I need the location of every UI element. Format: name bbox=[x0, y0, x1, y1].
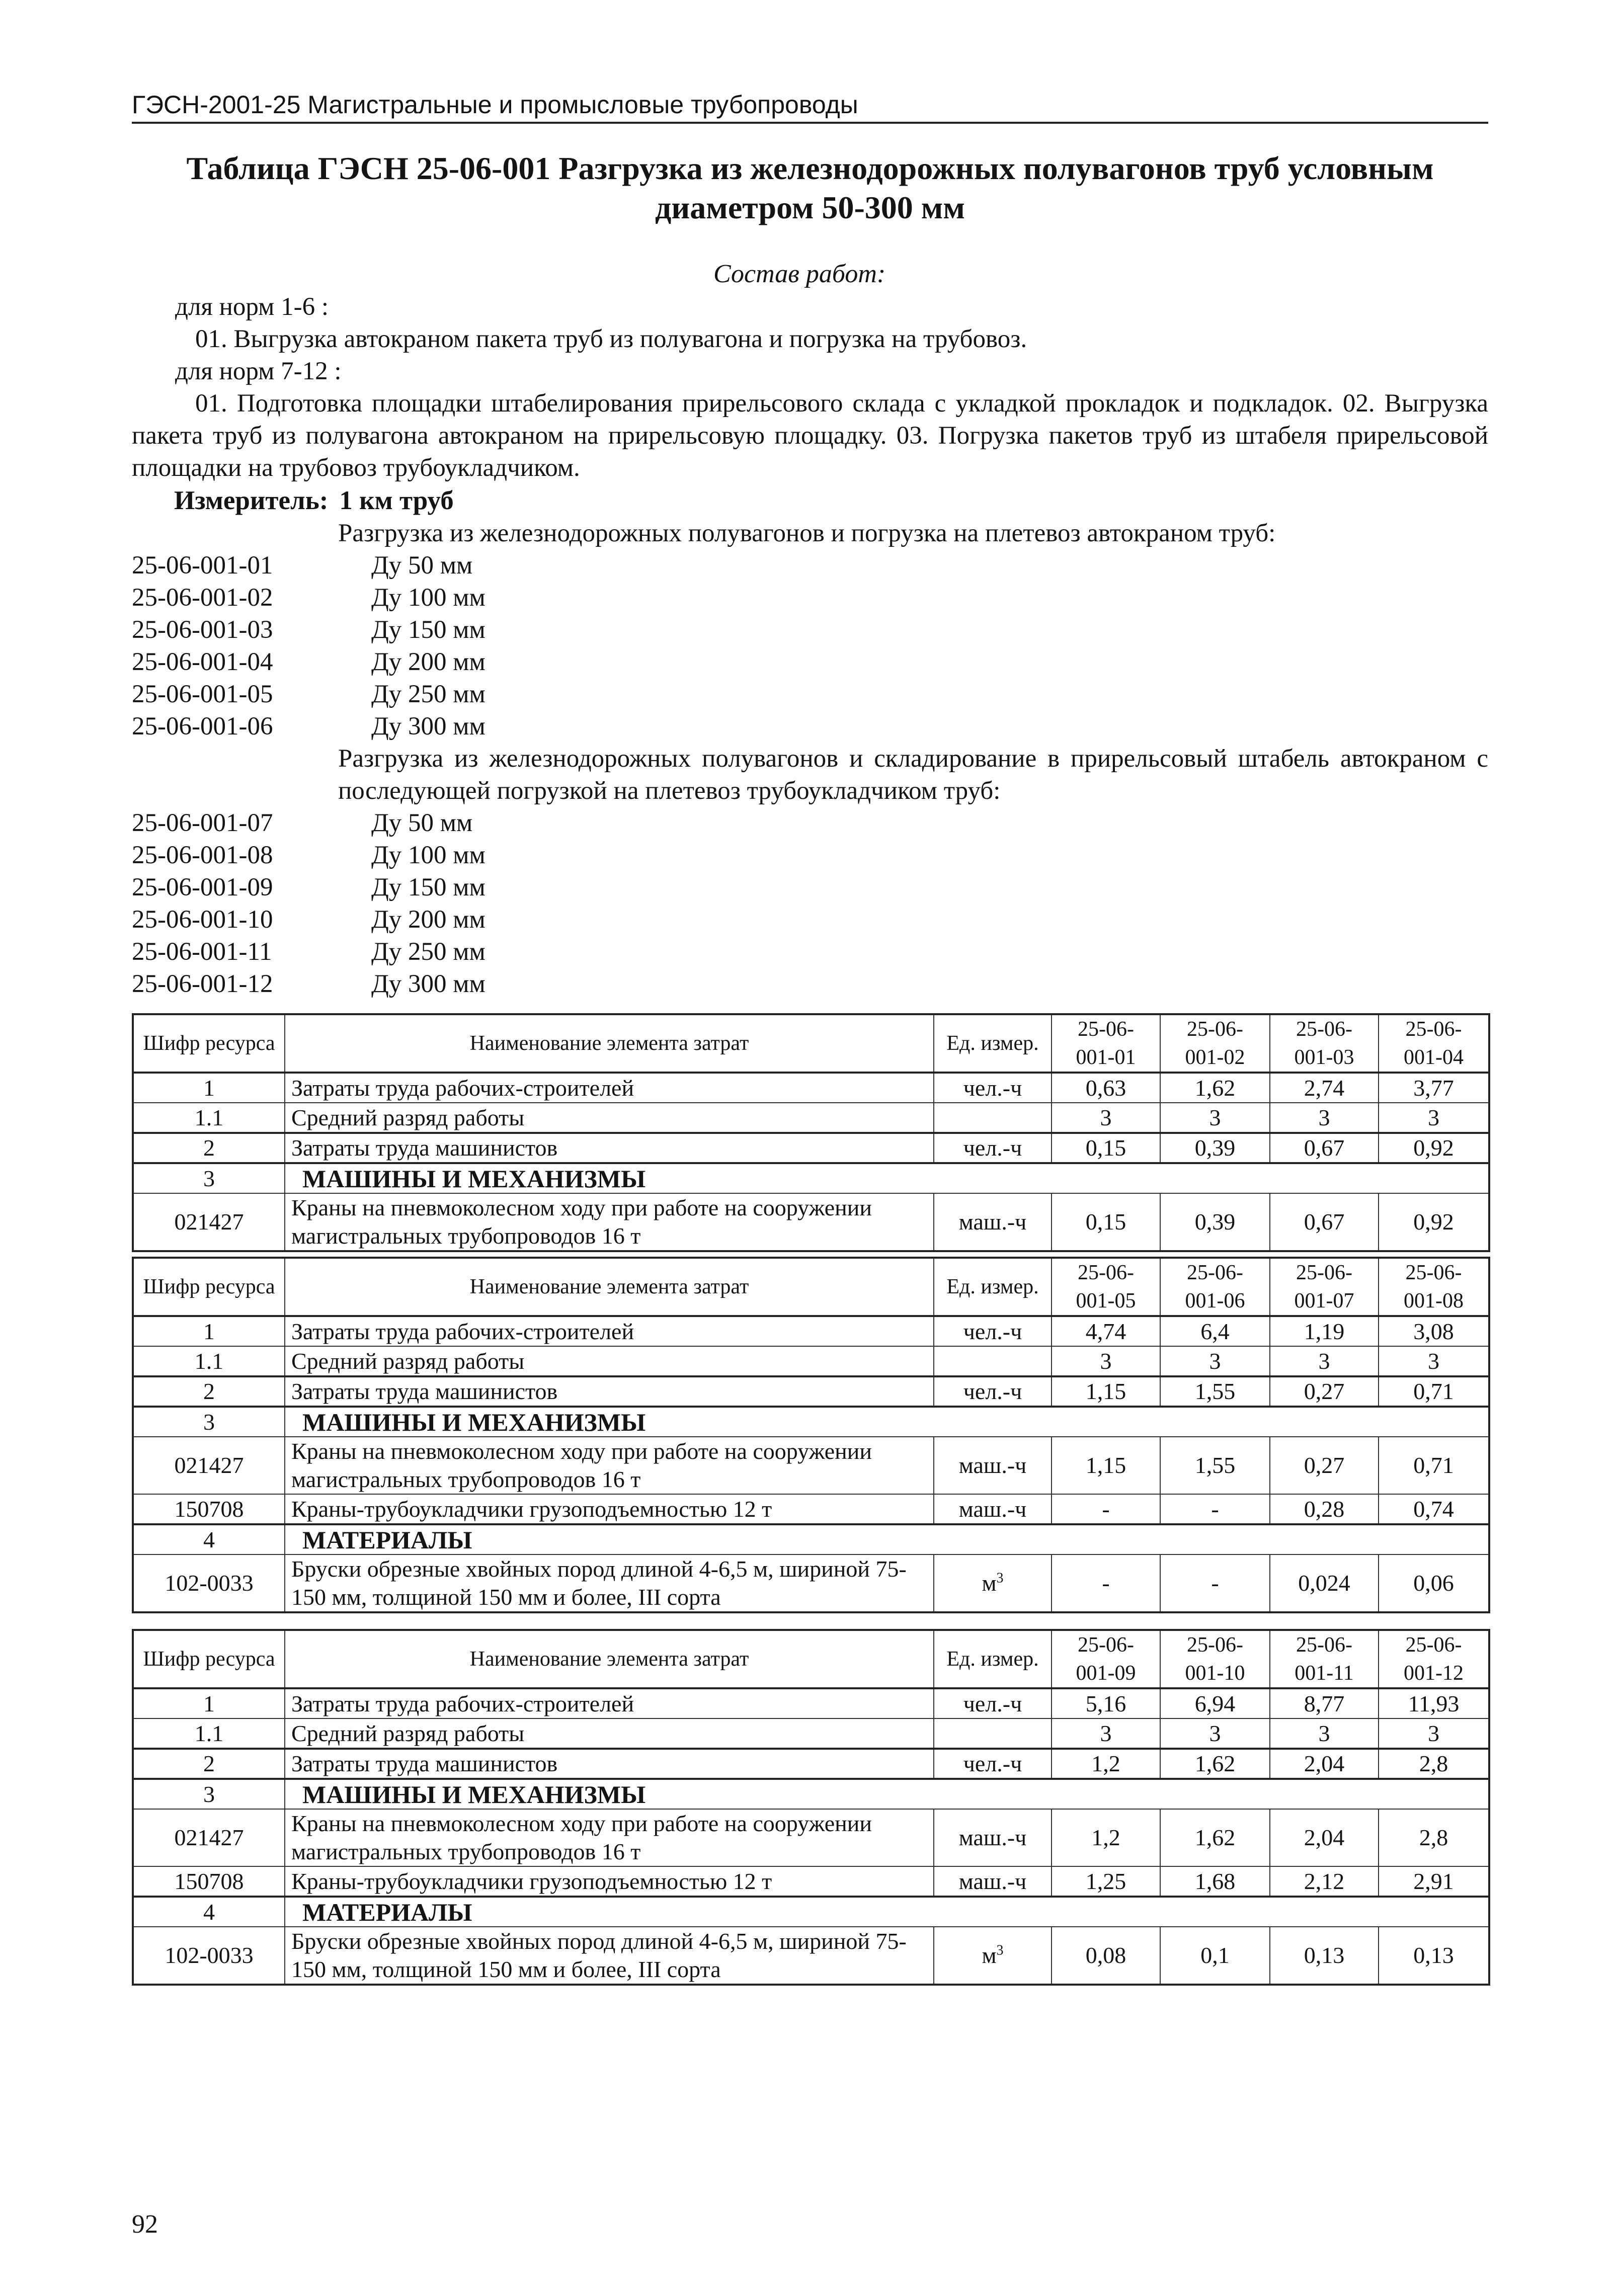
header-row bbox=[133, 1630, 1489, 1688]
norm-value: 6,4 bbox=[1160, 1316, 1270, 1346]
norm-value: 1,15 bbox=[1052, 1376, 1160, 1407]
norms-1-6-label: для норм 1-6 : bbox=[175, 293, 329, 321]
cost-element-name: Средний разряд работы bbox=[285, 1103, 934, 1133]
norm-value: 0,92 bbox=[1379, 1133, 1489, 1163]
norm-value: 1,2 bbox=[1052, 1749, 1160, 1779]
norm-value: 3 bbox=[1270, 1103, 1379, 1133]
pipe-diameter: Ду 150 мм bbox=[371, 873, 486, 901]
unit-of-measure bbox=[934, 1346, 1052, 1376]
header-element-name: Наименование элемента затрат bbox=[285, 1014, 934, 1073]
norm-value: 3 bbox=[1160, 1103, 1270, 1133]
header-norm-code: 25-06- 001-05 bbox=[1052, 1258, 1160, 1316]
norm-code-list-group-1 bbox=[132, 549, 585, 743]
unit-of-measure: маш.-ч bbox=[934, 1494, 1052, 1524]
norm-value: 0,39 bbox=[1160, 1133, 1270, 1163]
resource-code: 150708 bbox=[133, 1494, 285, 1524]
norm-value: 1,62 bbox=[1160, 1073, 1270, 1103]
header-element-name: Наименование элемента затрат bbox=[285, 1258, 934, 1316]
unit-of-measure: чел.-ч bbox=[934, 1376, 1052, 1407]
row-section-machines bbox=[133, 1779, 1489, 1809]
norm-value: 0,13 bbox=[1379, 1927, 1489, 1985]
running-header: ГЭСН-2001-25 Магистральные и промысловые трубопроводы bbox=[132, 89, 1488, 124]
norm-value: 0,28 bbox=[1270, 1494, 1379, 1524]
norm-value: 2,8 bbox=[1379, 1809, 1489, 1866]
norm-code-list-group-2-item bbox=[132, 807, 585, 839]
cost-element-name: Средний разряд работы bbox=[285, 1718, 934, 1749]
norm-value: 1,25 bbox=[1052, 1866, 1160, 1897]
norm-value: 1,62 bbox=[1160, 1749, 1270, 1779]
header-norm-code: 25-06- 001-01 bbox=[1052, 1014, 1160, 1073]
cost-element-name: Затраты труда машинистов bbox=[285, 1749, 934, 1779]
unit-of-measure: чел.-ч bbox=[934, 1316, 1052, 1346]
header-norm-code: 25-06- 001-11 bbox=[1270, 1630, 1379, 1688]
header-norm-code: 25-06- 001-07 bbox=[1270, 1258, 1379, 1316]
norm-value: 2,74 bbox=[1270, 1073, 1379, 1103]
norm-value: 3 bbox=[1379, 1346, 1489, 1376]
group-2-intro: Разгрузка из железнодорожных полувагонов и складирование в прирельсовый штабель автокраном с последующей погрузкой на плетевоз трубоукладчиком труб: bbox=[338, 745, 1488, 805]
section-title: МАШИНЫ И МЕХАНИЗМЫ bbox=[285, 1163, 1489, 1193]
norm-value: 1,2 bbox=[1052, 1809, 1160, 1866]
cost-element-name: Краны-трубоукладчики грузоподъемностью 12 т bbox=[285, 1494, 934, 1524]
row-section-machines bbox=[133, 1407, 1489, 1437]
norm-value: 3 bbox=[1379, 1103, 1489, 1133]
unit-of-measure: маш.-ч bbox=[934, 1866, 1052, 1897]
norm-value: 0,39 bbox=[1160, 1193, 1270, 1251]
unit-of-measure: чел.-ч bbox=[934, 1749, 1052, 1779]
row-average-grade bbox=[133, 1103, 1489, 1133]
norm-value: 2,12 bbox=[1270, 1866, 1379, 1897]
norm-value: 0,024 bbox=[1270, 1554, 1379, 1612]
norm-value: 3 bbox=[1160, 1718, 1270, 1749]
header-resource-code: Шифр ресурса bbox=[133, 1014, 285, 1073]
header-norm-code: 25-06- 001-12 bbox=[1379, 1630, 1489, 1688]
pipe-diameter: Ду 250 мм bbox=[371, 938, 486, 966]
header-unit: Ед. измер. bbox=[934, 1258, 1052, 1316]
resource-code: 1.1 bbox=[133, 1103, 285, 1133]
norm-value: 0,63 bbox=[1052, 1073, 1160, 1103]
cost-table-2 bbox=[132, 1257, 1490, 1613]
norm-value: 1,19 bbox=[1270, 1316, 1379, 1346]
header-norm-code: 25-06- 001-04 bbox=[1379, 1014, 1489, 1073]
norm-code: 25-06-001-07 bbox=[132, 809, 273, 837]
resource-code: 1.1 bbox=[133, 1346, 285, 1376]
meter-label: Измеритель: bbox=[174, 486, 329, 515]
norm-value: 1,15 bbox=[1052, 1437, 1160, 1494]
unit-of-measure bbox=[934, 1718, 1052, 1749]
row-labor-operators bbox=[133, 1749, 1489, 1779]
unit-of-measure: чел.-ч bbox=[934, 1073, 1052, 1103]
norm-code-list-group-2-item bbox=[132, 904, 585, 936]
norm-value: 5,16 bbox=[1052, 1688, 1160, 1718]
norm-value: 4,74 bbox=[1052, 1316, 1160, 1346]
resource-code: 021427 bbox=[133, 1809, 285, 1866]
norm-value: 0,13 bbox=[1270, 1927, 1379, 1985]
norm-value: 1,55 bbox=[1160, 1437, 1270, 1494]
header-resource-code: Шифр ресурса bbox=[133, 1258, 285, 1316]
norm-value: 8,77 bbox=[1270, 1688, 1379, 1718]
norm-code-list-group-2-item bbox=[132, 871, 585, 904]
pipe-diameter: Ду 150 мм bbox=[371, 616, 486, 644]
norm-value: 2,04 bbox=[1270, 1749, 1379, 1779]
pipe-diameter: Ду 300 мм bbox=[371, 970, 486, 998]
norm-code: 25-06-001-12 bbox=[132, 970, 273, 998]
row-crane-pneumatic bbox=[133, 1809, 1489, 1866]
norm-value: 0,71 bbox=[1379, 1437, 1489, 1494]
norm-code: 25-06-001-03 bbox=[132, 616, 273, 644]
row-labor-operators bbox=[133, 1133, 1489, 1163]
unit-of-measure bbox=[934, 1554, 1052, 1612]
work-composition-heading: Состав работ: bbox=[713, 260, 886, 288]
resource-code: 4 bbox=[133, 1524, 285, 1554]
norm-value: 0,06 bbox=[1379, 1554, 1489, 1612]
norm-code-list-group-1-item bbox=[132, 614, 585, 646]
norm-value: 0,15 bbox=[1052, 1133, 1160, 1163]
norm-code-list-group-1-item bbox=[132, 710, 585, 743]
resource-code: 2 bbox=[133, 1376, 285, 1407]
resource-code: 021427 bbox=[133, 1193, 285, 1251]
row-crane-pneumatic bbox=[133, 1437, 1489, 1494]
norm-code-list-group-1-item bbox=[132, 646, 585, 678]
cost-element-name: Краны на пневмоколесном ходу при работе на сооружении магистральных трубопроводов 16 т bbox=[285, 1193, 934, 1251]
norm-value: - bbox=[1160, 1494, 1270, 1524]
norm-value: 3 bbox=[1270, 1718, 1379, 1749]
norm-code: 25-06-001-11 bbox=[132, 938, 272, 966]
header-norm-code: 25-06- 001-09 bbox=[1052, 1630, 1160, 1688]
cost-table-1 bbox=[132, 1013, 1490, 1252]
resource-code: 021427 bbox=[133, 1437, 285, 1494]
norm-value: 2,04 bbox=[1270, 1809, 1379, 1866]
cost-element-name: Краны-трубоукладчики грузоподъемностью 12 т bbox=[285, 1866, 934, 1897]
pipe-diameter: Ду 50 мм bbox=[371, 551, 473, 580]
row-timber bbox=[133, 1927, 1489, 1985]
norm-code-list-group-1-item bbox=[132, 678, 585, 710]
norm-value: 3 bbox=[1160, 1346, 1270, 1376]
norm-value: 0,27 bbox=[1270, 1437, 1379, 1494]
norm-code-list-group-2-item bbox=[132, 936, 585, 968]
norm-value: 1,68 bbox=[1160, 1866, 1270, 1897]
cost-element-name: Бруски обрезные хвойных пород длиной 4-6,5 м, шириной 75-150 мм, толщиной 150 мм и более, III сорта bbox=[285, 1554, 934, 1612]
norm-code: 25-06-001-09 bbox=[132, 873, 273, 901]
row-labor-workers bbox=[133, 1316, 1489, 1346]
table-title bbox=[132, 149, 1488, 227]
pipe-diameter: Ду 50 мм bbox=[371, 809, 473, 837]
norm-value: 3,77 bbox=[1379, 1073, 1489, 1103]
meter-value: 1 км труб bbox=[339, 486, 454, 515]
resource-code: 2 bbox=[133, 1133, 285, 1163]
norm-value: 3 bbox=[1379, 1718, 1489, 1749]
norm-value: 0,08 bbox=[1052, 1927, 1160, 1985]
norm-value: 0,67 bbox=[1270, 1193, 1379, 1251]
row-pipelayer-crane bbox=[133, 1866, 1489, 1897]
table-title-line-2: диаметром 50-300 мм bbox=[655, 190, 965, 225]
row-average-grade bbox=[133, 1718, 1489, 1749]
header-norm-code: 25-06- 001-02 bbox=[1160, 1014, 1270, 1073]
resource-code: 1 bbox=[133, 1316, 285, 1346]
header-unit: Ед. измер. bbox=[934, 1630, 1052, 1688]
row-section-materials bbox=[133, 1897, 1489, 1927]
resource-code: 1.1 bbox=[133, 1718, 285, 1749]
norm-code: 25-06-001-01 bbox=[132, 551, 273, 580]
header-norm-code: 25-06- 001-03 bbox=[1270, 1014, 1379, 1073]
resource-code: 102-0033 bbox=[133, 1927, 285, 1985]
resource-code: 102-0033 bbox=[133, 1554, 285, 1612]
row-section-machines bbox=[133, 1163, 1489, 1193]
norm-value: - bbox=[1160, 1554, 1270, 1612]
header-norm-code: 25-06- 001-08 bbox=[1379, 1258, 1489, 1316]
page-number: 92 bbox=[132, 2210, 158, 2239]
norms-7-12-label: для норм 7-12 : bbox=[175, 357, 342, 385]
section-title: МАТЕРИАЛЫ bbox=[285, 1524, 1489, 1554]
header-row bbox=[133, 1258, 1489, 1316]
norm-code-list-group-2 bbox=[132, 807, 585, 1000]
norm-value: 1,55 bbox=[1160, 1376, 1270, 1407]
unit-of-measure bbox=[934, 1103, 1052, 1133]
norm-code: 25-06-001-06 bbox=[132, 712, 273, 741]
norm-value: 3,08 bbox=[1379, 1316, 1489, 1346]
cost-element-name: Затраты труда рабочих-строителей bbox=[285, 1688, 934, 1718]
row-crane-pneumatic bbox=[133, 1193, 1489, 1251]
norm-code-list-group-1-item bbox=[132, 582, 585, 614]
table-title-line-1: Таблица ГЭСН 25-06-001 Разгрузка из железнодорожных полувагонов труб условным bbox=[186, 150, 1434, 186]
norm-value: 0,71 bbox=[1379, 1376, 1489, 1407]
header-resource-code: Шифр ресурса bbox=[133, 1630, 285, 1688]
cost-element-name: Затраты труда машинистов bbox=[285, 1133, 934, 1163]
norm-value: - bbox=[1052, 1494, 1160, 1524]
cost-element-name: Краны на пневмоколесном ходу при работе на сооружении магистральных трубопроводов 16 т bbox=[285, 1809, 934, 1866]
resource-code: 1 bbox=[133, 1688, 285, 1718]
norm-code: 25-06-001-08 bbox=[132, 841, 273, 869]
norm-value: 11,93 bbox=[1379, 1688, 1489, 1718]
norm-value: 6,94 bbox=[1160, 1688, 1270, 1718]
norm-code: 25-06-001-04 bbox=[132, 648, 273, 676]
row-average-grade bbox=[133, 1346, 1489, 1376]
cost-element-name: Затраты труда рабочих-строителей bbox=[285, 1316, 934, 1346]
norm-code: 25-06-001-10 bbox=[132, 906, 273, 934]
norm-value: 0,74 bbox=[1379, 1494, 1489, 1524]
header-norm-code: 25-06- 001-06 bbox=[1160, 1258, 1270, 1316]
row-pipelayer-crane bbox=[133, 1494, 1489, 1524]
unit-exponent: 3 bbox=[996, 1942, 1004, 1958]
norm-value: 0,15 bbox=[1052, 1193, 1160, 1251]
norm-code: 25-06-001-05 bbox=[132, 680, 273, 708]
row-timber bbox=[133, 1554, 1489, 1612]
unit-of-measure: маш.-ч bbox=[934, 1193, 1052, 1251]
pipe-diameter: Ду 100 мм bbox=[371, 584, 486, 612]
cost-element-name: Бруски обрезные хвойных пород длиной 4-6,5 м, шириной 75-150 мм, толщиной 150 мм и более, III сорта bbox=[285, 1927, 934, 1985]
norm-code-list-group-2-item bbox=[132, 968, 585, 1000]
norm-value: 2,91 bbox=[1379, 1866, 1489, 1897]
section-title: МАШИНЫ И МЕХАНИЗМЫ bbox=[285, 1779, 1489, 1809]
cost-element-name: Затраты труда машинистов bbox=[285, 1376, 934, 1407]
pipe-diameter: Ду 100 мм bbox=[371, 841, 486, 869]
pipe-diameter: Ду 250 мм bbox=[371, 680, 486, 708]
meter bbox=[174, 484, 465, 517]
resource-code: 3 bbox=[133, 1163, 285, 1193]
row-labor-workers bbox=[133, 1688, 1489, 1718]
unit-of-measure bbox=[934, 1927, 1052, 1985]
pipe-diameter: Ду 300 мм bbox=[371, 712, 486, 741]
unit-of-measure: маш.-ч bbox=[934, 1809, 1052, 1866]
norm-value: 0,92 bbox=[1379, 1193, 1489, 1251]
norm-code-list-group-1-item bbox=[132, 549, 585, 582]
norm-value: 0,67 bbox=[1270, 1133, 1379, 1163]
resource-code: 4 bbox=[133, 1897, 285, 1927]
unit-exponent: 3 bbox=[996, 1570, 1004, 1586]
norm-value: 2,8 bbox=[1379, 1749, 1489, 1779]
norm-value: 0,1 bbox=[1160, 1927, 1270, 1985]
row-labor-workers bbox=[133, 1073, 1489, 1103]
resource-code: 2 bbox=[133, 1749, 285, 1779]
norm-code: 25-06-001-02 bbox=[132, 584, 273, 612]
section-title: МАТЕРИАЛЫ bbox=[285, 1897, 1489, 1927]
resource-code: 150708 bbox=[133, 1866, 285, 1897]
norm-value: - bbox=[1052, 1554, 1160, 1612]
unit-of-measure: чел.-ч bbox=[934, 1133, 1052, 1163]
header-unit: Ед. измер. bbox=[934, 1014, 1052, 1073]
row-section-materials bbox=[133, 1524, 1489, 1554]
header-row bbox=[133, 1014, 1489, 1073]
work-composition bbox=[132, 291, 1488, 484]
cost-element-name: Средний разряд работы bbox=[285, 1346, 934, 1376]
cost-element-name: Затраты труда рабочих-строителей bbox=[285, 1073, 934, 1103]
unit-base: м bbox=[982, 1942, 997, 1968]
norm-value: 0,27 bbox=[1270, 1376, 1379, 1407]
norm-value: 3 bbox=[1052, 1103, 1160, 1133]
unit-base: м bbox=[982, 1570, 997, 1596]
header-element-name: Наименование элемента затрат bbox=[285, 1630, 934, 1688]
norms-7-12-text: 01. Подготовка площадки штабелирования прирельсового склада с укладкой прокладок и подкладок. 02. Выгрузка пакета труб из полувагона автокраном на прирельсовую площадку. 03. Погрузка пакетов труб из штабеля прирельсовой площадки на трубовоз трубоукладчиком. bbox=[132, 389, 1488, 482]
norm-value: 1,62 bbox=[1160, 1809, 1270, 1866]
pipe-diameter: Ду 200 мм bbox=[371, 648, 486, 676]
norm-value: 3 bbox=[1270, 1346, 1379, 1376]
norms-1-6-text: 01. Выгрузка автокраном пакета труб из полувагона и погрузка на трубовоз. bbox=[195, 325, 1027, 353]
unit-of-measure: маш.-ч bbox=[934, 1437, 1052, 1494]
unit-of-measure: чел.-ч bbox=[934, 1688, 1052, 1718]
pipe-diameter: Ду 200 мм bbox=[371, 906, 486, 934]
group-1-intro: Разгрузка из железнодорожных полувагонов и погрузка на плетевоз автокраном труб: bbox=[338, 519, 1276, 547]
resource-code: 3 bbox=[133, 1779, 285, 1809]
header-norm-code: 25-06- 001-10 bbox=[1160, 1630, 1270, 1688]
row-labor-operators bbox=[133, 1376, 1489, 1407]
cost-element-name: Краны на пневмоколесном ходу при работе на сооружении магистральных трубопроводов 16 т bbox=[285, 1437, 934, 1494]
resource-code: 1 bbox=[133, 1073, 285, 1103]
resource-code: 3 bbox=[133, 1407, 285, 1437]
norm-code-list-group-2-item bbox=[132, 839, 585, 871]
section-title: МАШИНЫ И МЕХАНИЗМЫ bbox=[285, 1407, 1489, 1437]
norm-value: 3 bbox=[1052, 1346, 1160, 1376]
cost-table-3 bbox=[132, 1629, 1490, 1986]
norm-value: 3 bbox=[1052, 1718, 1160, 1749]
